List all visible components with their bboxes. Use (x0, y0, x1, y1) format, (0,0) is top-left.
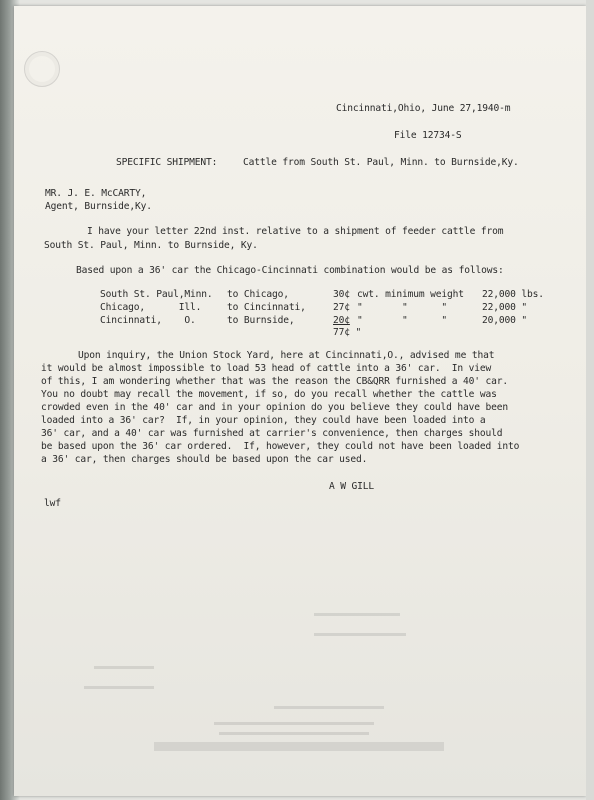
rate-total: 77¢ " (333, 327, 362, 338)
rate-to: to Burnside, (227, 315, 295, 326)
subject-label: SPECIFIC SHIPMENT: (116, 157, 218, 168)
rate-weight: 22,000 lbs. (482, 289, 544, 300)
paragraph-3-line: it would be almost impossible to load 53 head of cattle into a 36' car. In view (41, 363, 492, 374)
show-through-mark (314, 633, 406, 636)
show-through-mark (154, 742, 444, 751)
paragraph-1-line-2: South St. Paul, Minn. to Burnside, Ky. (44, 240, 258, 251)
subject-text: Cattle from South St. Paul, Minn. to Burnside,Ky. (243, 157, 519, 168)
paragraph-3-line: a 36' car, then charges should be based upon the car used. (41, 454, 368, 465)
show-through-mark (274, 706, 384, 709)
embossed-seal-icon (24, 51, 60, 87)
rate-from: South St. Paul,Minn. (100, 289, 213, 300)
paragraph-3-line: 36' car, and a 40' car was furnished at carrier's convenience, then charges should (41, 428, 503, 439)
paragraph-1-line-1: I have your letter 22nd inst. relative to a shipment of feeder cattle from (87, 226, 504, 237)
addressee-name: MR. J. E. McCARTY, (45, 188, 147, 199)
paragraph-3-line: Upon inquiry, the Union Stock Yard, here at Cincinnati,O., advised me that (78, 350, 495, 361)
show-through-mark (94, 666, 154, 669)
file-reference: File 12734-S (394, 130, 462, 141)
paragraph-3-line: loaded into a 36' car? If, in your opinion, they could have been loaded into a (41, 415, 486, 426)
addressee-title: Agent, Burnside,Ky. (45, 201, 152, 212)
signature: A W GILL (329, 481, 375, 492)
rate-unit: " " " (357, 315, 448, 326)
rate-unit: cwt. minimum weight (357, 289, 464, 300)
paragraph-2: Based upon a 36' car the Chicago-Cincinnati combination would be as follows: (76, 265, 504, 276)
rate-weight: 22,000 " (482, 302, 528, 313)
paragraph-3-line: You no doubt may recall the movement, if so, do you recall whether the cattle was (41, 389, 497, 400)
place-date: Cincinnati,Ohio, June 27,1940-m (336, 103, 511, 114)
rate-value: 20¢ (333, 315, 350, 326)
show-through-mark (214, 722, 374, 725)
paragraph-3-line: of this, I am wondering whether that was the reason the CB&QRR furnished a 40' car. (41, 376, 508, 387)
rate-from: Chicago, Ill. (100, 302, 202, 313)
show-through-mark (219, 732, 369, 735)
rate-unit: " " " (357, 302, 448, 313)
paragraph-3-line: be based upon the 36' car ordered. If, however, they could not have been loaded into (41, 441, 520, 452)
rate-from: Cincinnati, O. (100, 315, 196, 326)
rate-value: 30¢ (333, 289, 350, 300)
show-through-mark (84, 686, 154, 689)
show-through-mark (314, 613, 400, 616)
letter-page (14, 6, 586, 796)
rate-weight: 20,000 " (482, 315, 528, 326)
paragraph-3-line: crowded even in the 40' car and in your opinion do you believe they could have been (41, 402, 508, 413)
rate-value: 27¢ (333, 302, 350, 313)
rate-to: to Cincinnati, (227, 302, 306, 313)
rate-to: to Chicago, (227, 289, 289, 300)
typist-initials: lwf (44, 498, 61, 509)
